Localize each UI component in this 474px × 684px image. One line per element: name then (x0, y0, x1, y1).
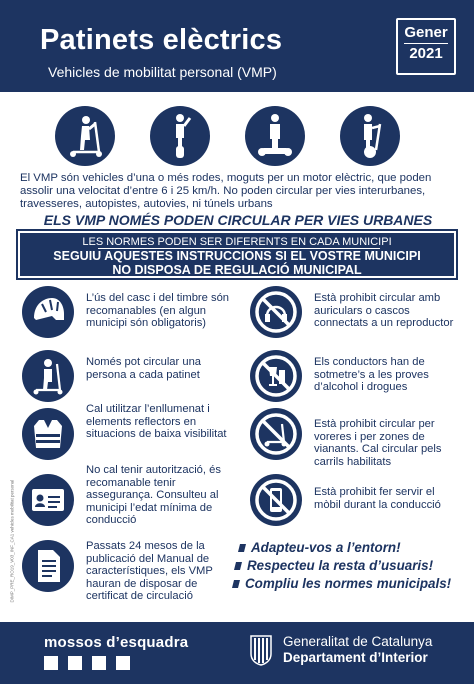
rule-text-certificate: Passats 24 mesos de la publicació del Manual de característiques, els VMP hauran de disposar de certificat de circulació (86, 540, 213, 603)
segway-icon (340, 106, 400, 166)
no-headphones-icon (250, 286, 302, 338)
banner-line-1: SEGUIU AQUESTES INSTRUCCIONS SI EL VOSTRE MUNICIPI (53, 249, 421, 263)
rule-text-authorization: No cal tenir autorització, és recomanable tenir assegurança. Consulteu al municipi l’edat mínima de conducció (86, 464, 221, 527)
side-reference-code (2, 470, 15, 610)
date-divider (404, 43, 448, 44)
gencat-shield-icon (250, 634, 272, 666)
slogan-adapt (238, 540, 401, 555)
rule-text-sidewalk: Està prohibit circular per voreres i per zones de vianants. Cal circular pels carrils habilitats (314, 418, 442, 468)
slogan-text: Adapteu-vos a l’entorn! (251, 540, 401, 555)
slogan-bullet-icon (238, 540, 246, 548)
rule-text-reflective: Cal utilitzar l’enllumenat i elements reflectors en situacions de baixa visibilitat (86, 403, 227, 441)
slogan-text: Compliu les normes municipals! (245, 576, 452, 591)
rule-text-phone: Està prohibit fer servir el mòbil durant la conducció (314, 486, 441, 511)
banner-line-2: NO DISPOSA DE REGULACIÓ MUNICIPAL (112, 263, 362, 277)
rule-text-helmet: L’ús del casc i del timbre són recomanables (en algun municipi són obligatoris) (86, 292, 230, 330)
gencat-department: Departament d’Interior (283, 650, 428, 665)
page-title: Patinets elèctrics (40, 24, 283, 56)
page-subtitle: Vehicles de mobilitat personal (VMP) (48, 64, 277, 80)
no-phone-icon (250, 474, 302, 526)
no-alcohol-icon (250, 350, 302, 402)
document-icon (22, 540, 74, 592)
banner-note: LES NORMES PODEN SER DIFERENTS EN CADA MUNICIPI (82, 236, 392, 248)
slogan-text: Respecteu la resta d’usuaris! (247, 558, 434, 573)
id-card-icon (22, 474, 74, 526)
date-year: 2021 (409, 45, 443, 62)
kick-scooter-icon (55, 106, 115, 166)
helmet-icon (22, 286, 74, 338)
slogan-comply (232, 576, 451, 591)
hoverboard-icon (245, 106, 305, 166)
no-sidewalk-icon (250, 408, 302, 460)
footer (0, 622, 474, 684)
slogan-bullet-icon (234, 558, 242, 566)
slogan-bullet-icon (232, 576, 240, 584)
rule-text-single-rider: Només pot circular una persona a cada patinet (86, 356, 202, 381)
urban-roads-heading: ELS VMP NOMÉS PODEN CIRCULAR PER VIES URBANES (43, 212, 433, 228)
logo-square-icon (116, 656, 130, 670)
slogan-respect (234, 558, 433, 573)
date-box (396, 18, 456, 75)
mossos-logo-text: mossos d’esquadra (44, 634, 189, 651)
municipal-banner (18, 231, 456, 278)
logo-square-icon (68, 656, 82, 670)
rule-text-alcohol: Els conductors han de sotmetre’s a les proves d’alcohol i drogues (314, 356, 429, 394)
single-rider-icon (22, 350, 74, 402)
logo-square-icon (92, 656, 106, 670)
rule-text-headphones: Està prohibit circular amb auriculars o cascos connectats a un reproductor (314, 292, 454, 330)
intro-text: El VMP són vehicles d’una o més rodes, moguts per un motor elèctric, que poden assolir una velocitat d’entre 6 i 25 km/h. No poden circular per vies interurbanes, travesseres, autopistes, autovies, ni túnels urbans (20, 172, 432, 210)
logo-square-icon (44, 656, 58, 670)
date-month: Gener (404, 24, 448, 41)
reflective-vest-icon (22, 408, 74, 460)
side-code-text: DIMP_PRE_RO19_V03_INF_CA1 vehicles mobilitat personal (9, 479, 15, 603)
header-banner (0, 0, 474, 92)
electric-unicycle-icon (150, 106, 210, 166)
gencat-name: Generalitat de Catalunya (283, 634, 433, 649)
